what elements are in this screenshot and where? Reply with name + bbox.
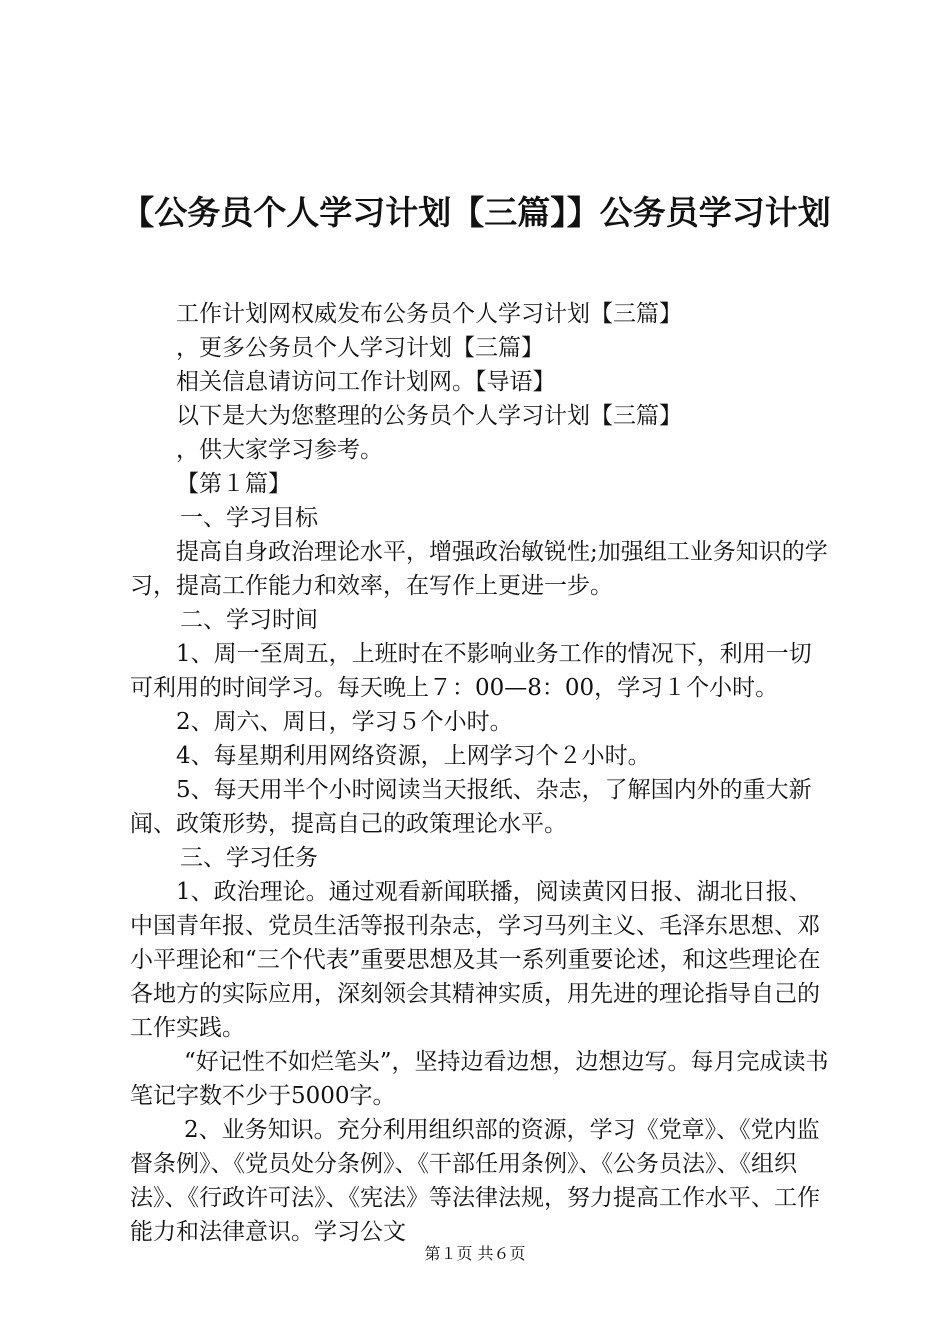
- intro-line-5: ，供大家学习参考。: [176, 437, 383, 463]
- section-heading-time: 二、学习时间: [180, 607, 318, 633]
- intro-line-1: 工作计划网权威发布公务员个人学习计划【三篇】: [176, 301, 682, 327]
- tasks-paragraph-2: “好记性不如烂笔头”，坚持边看边想，边想边写。每月完成读书笔记字数不少于5000字。: [130, 1049, 829, 1109]
- intro-line-2: ，更多公务员个人学习计划【三篇】: [176, 335, 544, 361]
- tasks-paragraph-1: 1、政治理论。通过观看新闻联播，阅读黄冈日报、湖北日报、中国青年报、党员生活等报刊杂志，学习马列主义、毛泽东思想、邓小平理论和“三个代表”重要思想及其一系列重要论述，和这些理论在各地方的实际应用，深刻领会其精神实质，用先进的理论指导自己的工作实践。: [130, 879, 821, 1041]
- page-footer: 第１页 共６页: [424, 1244, 526, 1263]
- time-paragraph-2: 2、周六、周日，学习５个小时。: [176, 709, 513, 735]
- time-paragraph-1: 1、周一至周五，上班时在不影响业务工作的情况下，利用一切可利用的时间学习。每天晚上７：00—8：00，学习１个小时。: [130, 641, 812, 701]
- section-heading-goals: 一、学习目标: [180, 505, 318, 531]
- document-body: [130, 297, 830, 1249]
- section-heading-tasks: 三、学习任务: [180, 845, 318, 871]
- part-label: 【第１篇】: [176, 471, 291, 497]
- time-paragraph-3: 4、每星期利用网络资源，上网学习个２小时。: [176, 743, 651, 769]
- time-paragraph-4: 5、每天用半个小时阅读当天报纸、杂志，了解国内外的重大新闻、政策形势，提高自己的政策理论水平。: [130, 777, 812, 837]
- tasks-paragraph-3: 2、业务知识。充分利用组织部的资源，学习《党章》、《党内监督条例》、《党员处分条例》、《干部任用条例》、《公务员法》、《组织法》、《行政许可法》、《宪法》等法律法规，努力提高工作水平、工作能力和法律意识。学习公文: [130, 1117, 820, 1245]
- intro-line-3: 相关信息请访问工作计划网。【导语】: [176, 369, 556, 395]
- goals-paragraph: 提高自身政治理论水平，增强政治敏锐性;加强组工业务知识的学习，提高工作能力和效率，在写作上更进一步。: [130, 539, 828, 599]
- page-title: 【公务员个人学习计划【三篇】】公务员学习计划: [121, 193, 831, 232]
- intro-line-4: 以下是大为您整理的公务员个人学习计划【三篇】: [176, 403, 682, 429]
